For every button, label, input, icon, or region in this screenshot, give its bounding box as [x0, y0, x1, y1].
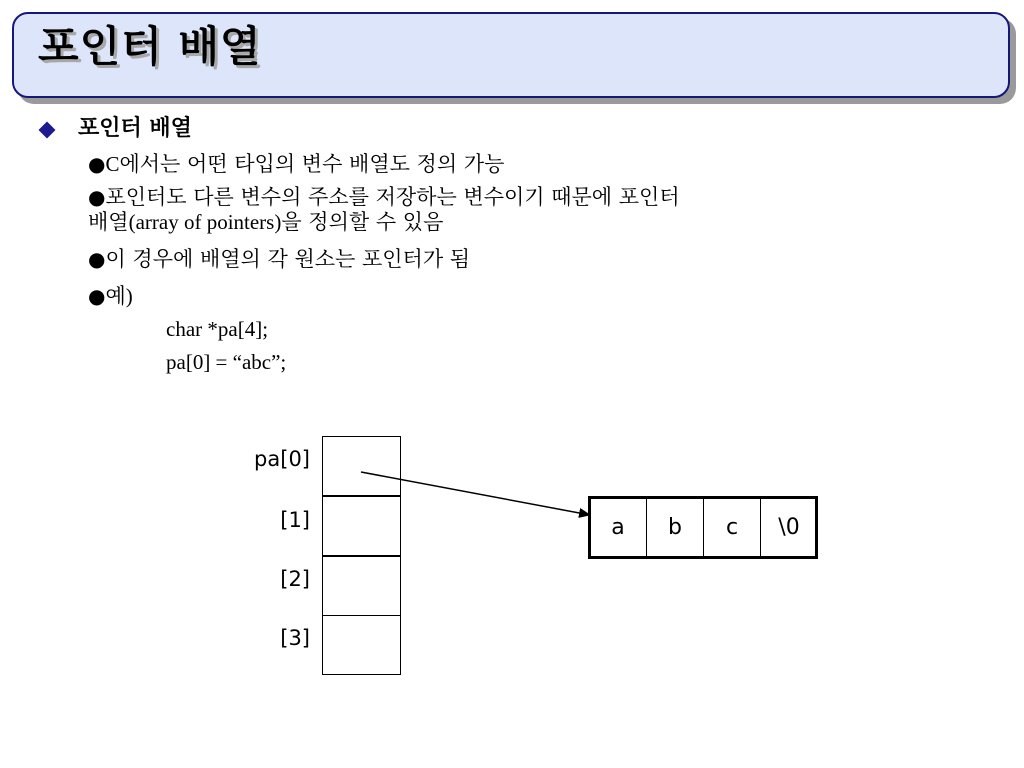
- bullet-2-line2-b: (array of pointers): [128, 210, 282, 234]
- bullet-1-text: 에서는 어떤 타입의 변수 배열도 정의 가능: [119, 152, 505, 176]
- section-heading: 포인터 배열: [78, 116, 192, 141]
- slide-title: 포인터 배열: [38, 22, 262, 71]
- arrow-line: [361, 472, 590, 515]
- string-cell-null: \0: [760, 497, 818, 558]
- string-cell-a: a: [589, 497, 647, 558]
- bullet-2-line2-c: 을 정의할 수 있음: [281, 210, 444, 234]
- array-label-0: pa[0]: [254, 447, 310, 471]
- bullet-dot-icon: ●: [88, 284, 106, 308]
- bullet-dot-icon: ●: [88, 247, 106, 271]
- bullet-dot-icon: ●: [88, 152, 106, 176]
- bullet-dot-icon: ●: [88, 185, 106, 209]
- bullet-1-c: C: [105, 152, 120, 176]
- array-label-3: [3]: [280, 626, 310, 650]
- string-cell-c: c: [703, 497, 761, 558]
- code-line-2: pa[0] = “abc”;: [166, 350, 287, 374]
- string-cell-b: b: [646, 497, 704, 558]
- bullet-4-paren: ): [125, 284, 133, 308]
- bullet-2-line2-a: 배열: [88, 210, 129, 234]
- bullet-4-text: 예: [105, 284, 126, 308]
- array-label-1: [1]: [280, 508, 310, 532]
- bullet-3-text: 이 경우에 배열의 각 원소는 포인터가 됨: [105, 247, 471, 271]
- code-line-1: char *pa[4];: [166, 317, 269, 341]
- array-label-2: [2]: [280, 567, 310, 591]
- bullet-2-line1: 포인터도 다른 변수의 주소를 저장하는 변수이기 때문에 포인터: [105, 185, 680, 209]
